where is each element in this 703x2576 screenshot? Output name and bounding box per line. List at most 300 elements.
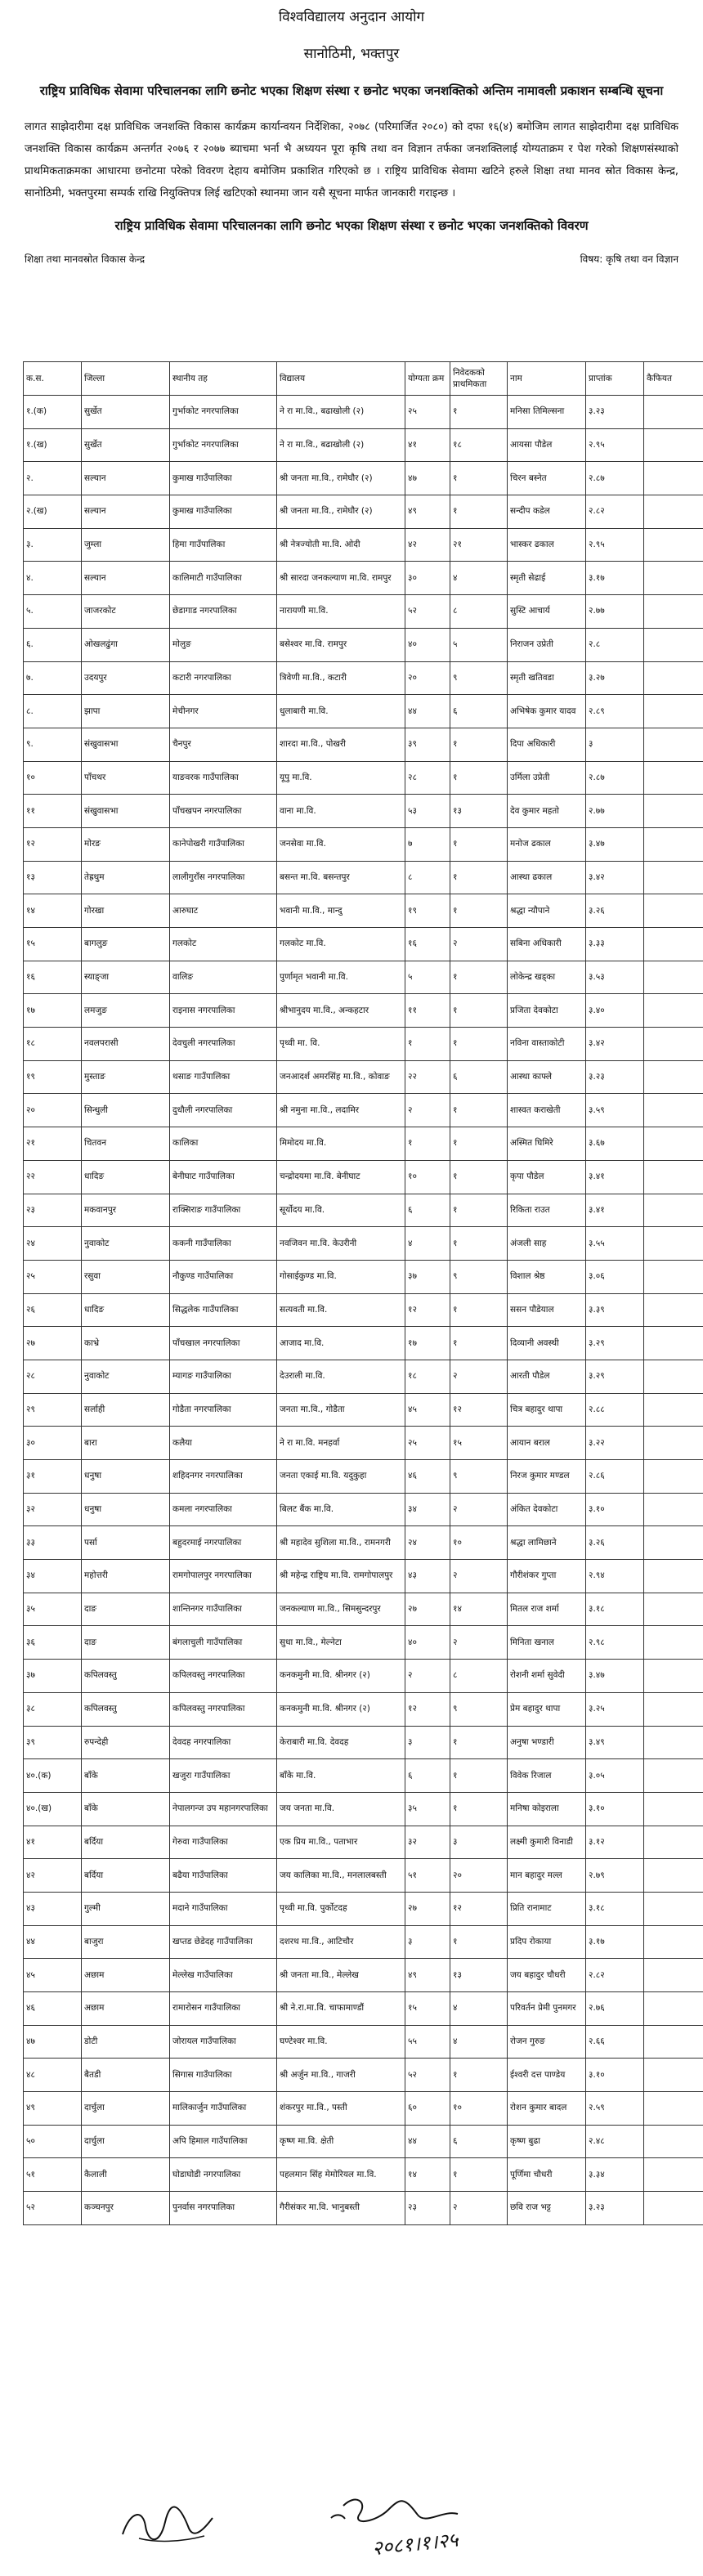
table-row (24, 661, 703, 695)
cell-school: श्री महादेव सुशिला मा.वि., रामनगरी (277, 1526, 405, 1560)
table-row (24, 1260, 703, 1293)
cell-name: प्रजिता देवकोटा (508, 994, 586, 1028)
cell-name: आरती पौडेल (508, 1360, 586, 1393)
cell-name: अनुषा भण्डारी (508, 1726, 586, 1759)
cell-score: २.८८ (586, 1393, 644, 1427)
cell-priority: १ (450, 1293, 508, 1327)
cell-score: ३.१२ (586, 1826, 644, 1859)
cell-remarks (644, 1127, 703, 1161)
cell-priority: ४ (450, 2025, 508, 2059)
table-row (24, 396, 703, 429)
cell-name: उर्मिला उप्रेती (508, 761, 586, 795)
cell-serial: २० (24, 1094, 82, 1127)
table-row (24, 1393, 703, 1427)
cell-priority: २१ (450, 528, 508, 562)
cell-priority: २ (450, 928, 508, 961)
cell-local-level: कुमाख गाउँपालिका (170, 462, 277, 495)
table-row (24, 2025, 703, 2059)
cell-merit-rank: ३९ (405, 728, 450, 761)
cell-local-level: गेरुवा गाउँपालिका (170, 1826, 277, 1859)
cell-local-level: अपि हिमाल गाउँपालिका (170, 2125, 277, 2158)
cell-serial: २८ (24, 1360, 82, 1393)
cell-score: ३.४० (586, 994, 644, 1028)
cell-district: काभ्रे (82, 1327, 170, 1360)
cell-merit-rank: ३ (405, 1726, 450, 1759)
cell-remarks (644, 2125, 703, 2158)
cell-merit-rank: ८ (405, 861, 450, 894)
cell-serial: २४ (24, 1227, 82, 1261)
cell-priority: १ (450, 827, 508, 861)
cell-local-level: कटारी नगरपालिका (170, 661, 277, 695)
cell-local-level: मेल्लेख गाउँपालिका (170, 1959, 277, 1992)
cell-remarks (644, 528, 703, 562)
table-row (24, 695, 703, 728)
cell-serial: ११ (24, 795, 82, 828)
cell-school: आजाद मा.वि. (277, 1327, 405, 1360)
cell-priority: १ (450, 1925, 508, 1959)
cell-remarks (644, 827, 703, 861)
cell-serial: ३. (24, 528, 82, 562)
cell-merit-rank: ६ (405, 1194, 450, 1227)
cell-priority: ९ (450, 1460, 508, 1494)
cell-serial: ५१ (24, 2158, 82, 2192)
organization-address: सानोठिमी, भक्तपुर (303, 46, 400, 62)
cell-merit-rank: २३ (405, 2192, 450, 2225)
cell-serial: ३४ (24, 1560, 82, 1593)
cell-merit-rank: ५२ (405, 595, 450, 629)
cell-score: ३.४७ (586, 827, 644, 861)
cell-name: रोजन गुरुङ (508, 2025, 586, 2059)
cell-school: पहलमान सिंह मेमोरियल मा.वि. (277, 2158, 405, 2192)
table-row (24, 1859, 703, 1893)
col-local-level: स्थानीय तह (170, 362, 277, 396)
cell-score: ३.४९ (586, 1726, 644, 1759)
cell-priority: १ (450, 761, 508, 795)
signature-left (114, 2502, 221, 2551)
cell-name: ससन पौडेयाल (508, 1293, 586, 1327)
cell-merit-rank: ५१ (405, 1859, 450, 1893)
cell-school: बाँके मा.वि. (277, 1759, 405, 1793)
cell-serial: ५० (24, 2125, 82, 2158)
cell-local-level: गलकोट (170, 928, 277, 961)
cell-score: ३.४१ (586, 1160, 644, 1194)
cell-district: नवलपरासी (82, 1028, 170, 1061)
cell-school: श्री नेत्रज्योती मा.वि. ओदी (277, 528, 405, 562)
notice-body: लागत साझेदारीमा दक्ष प्राविधिक जनशक्ति विकास कार्यक्रम कार्यान्वयन निर्देशिका, २०७८ (परिमार्जित २०८०) को दफा १६(४) बमोजिम लागत साझेदारीमा दक्ष प्राविधिक जनशक्ति विकास कार्यक्रम अन्तर्गत २०७६ र २०७७ ब्याचमा भर्ना भै अध्ययन पूरा कृषि तथा वन विज्ञान तर्फका जनशक्तिलाई योग्यताक्रम र पेश गरेको शिक्षणसंस्थाको प्राथमिकताक्रमका आधारमा छनोटमा परेको विवरण देहाय बमोजिम प्रकाशित गरिएको छ । राष्ट्रिय प्राविधिक सेवामा खटिने हरुले शिक्षा तथा मानव स्रोत विकास केन्द्र, सानोठिमी, भक्तपुरमा सम्पर्क राखि नियुक्तिपत्र लिई खटिएको स्थानमा जान यसै सूचना मार्फत जानकारी गराइन्छ । (25, 121, 678, 199)
cell-local-level: रामारोसन गाउँपालिका (170, 1992, 277, 2026)
cell-merit-rank: १५ (405, 1992, 450, 2026)
signature-date: २०८१।१।२५ (370, 2528, 459, 2560)
cell-merit-rank: ४५ (405, 1393, 450, 1427)
cell-merit-rank: ४० (405, 1626, 450, 1660)
cell-score: ३.१० (586, 1792, 644, 1826)
cell-school: मिमोदय मा.वि. (277, 1127, 405, 1161)
cell-merit-rank: १७ (405, 1327, 450, 1360)
cell-local-level: गोडैता नगरपालिका (170, 1393, 277, 1427)
cell-serial: २. (24, 462, 82, 495)
cell-remarks (644, 1959, 703, 1992)
cell-remarks (644, 1260, 703, 1293)
cell-local-level: मोलुङ (170, 628, 277, 661)
cell-name: भास्कर ढकाल (508, 528, 586, 562)
cell-priority: १ (450, 396, 508, 429)
cell-district: सिन्धुली (82, 1094, 170, 1127)
cell-priority: १० (450, 2092, 508, 2126)
cell-name: प्रेम बहादुर थापा (508, 1692, 586, 1726)
cell-serial: १५ (24, 928, 82, 961)
cell-district: सल्यान (82, 495, 170, 529)
cell-score: ३.२७ (586, 661, 644, 695)
cell-priority: १ (450, 861, 508, 894)
cell-school: पृथ्वी मा. वि. (277, 1028, 405, 1061)
cell-priority: ८ (450, 1660, 508, 1693)
cell-school: जनसेवा मा.वि. (277, 827, 405, 861)
cell-score: ३.२३ (586, 1060, 644, 1094)
table-row (24, 1460, 703, 1494)
cell-district: दार्चुला (82, 2125, 170, 2158)
cell-school: गैरीसंकर मा.वि. भानुबस्ती (277, 2192, 405, 2225)
cell-priority: १ (450, 1227, 508, 1261)
cell-local-level: कानेपोखरी गाउँपालिका (170, 827, 277, 861)
cell-score: २.८२ (586, 1959, 644, 1992)
cell-name: प्रदिप रोकाया (508, 1925, 586, 1959)
cell-remarks (644, 795, 703, 828)
cell-serial: ३७ (24, 1660, 82, 1693)
cell-district: रसुवा (82, 1260, 170, 1293)
cell-school: वाना मा.वि. (277, 795, 405, 828)
cell-name: विवेक रिजाल (508, 1759, 586, 1793)
cell-district: बाँके (82, 1759, 170, 1793)
cell-name: श्रद्धा न्यौपाने (508, 894, 586, 928)
cell-remarks (644, 2025, 703, 2059)
cell-district: उदयपुर (82, 661, 170, 695)
cell-merit-rank: १ (405, 1127, 450, 1161)
table-row (24, 761, 703, 795)
cell-serial: ३१ (24, 1460, 82, 1494)
cell-remarks (644, 562, 703, 595)
cell-district: संखुवासभा (82, 728, 170, 761)
cell-district: तेह्रथुम (82, 861, 170, 894)
cell-merit-rank: ७ (405, 827, 450, 861)
cell-merit-rank: ३५ (405, 1792, 450, 1826)
cell-remarks (644, 428, 703, 462)
table-row (24, 1792, 703, 1826)
cell-merit-rank: २४ (405, 1526, 450, 1560)
cell-district: कपिलवस्तु (82, 1660, 170, 1693)
table-row (24, 861, 703, 894)
cell-merit-rank: ५५ (405, 2025, 450, 2059)
col-serial: क.स. (24, 362, 82, 396)
table-row (24, 1560, 703, 1593)
cell-score: ३.२३ (586, 396, 644, 429)
cell-priority: ६ (450, 1060, 508, 1094)
table-row (24, 595, 703, 629)
cell-school: भवानी मा.वि., मान्दु (277, 894, 405, 928)
cell-school: श्री जनता मा.वि., रामेघौर (२) (277, 462, 405, 495)
cell-merit-rank: १९ (405, 894, 450, 928)
cell-priority: ९ (450, 1260, 508, 1293)
cell-score: २.४८ (586, 2125, 644, 2158)
cell-serial: ५२ (24, 2192, 82, 2225)
cell-local-level: शान्तिनगर गाउँपालिका (170, 1593, 277, 1626)
cell-priority: २ (450, 1360, 508, 1393)
cell-local-level: कुमाख गाउँपालिका (170, 495, 277, 529)
cell-district: लमजुङ (82, 994, 170, 1028)
cell-remarks (644, 761, 703, 795)
table-row (24, 894, 703, 928)
cell-remarks (644, 495, 703, 529)
cell-name: पूर्णिमा चौधरी (508, 2158, 586, 2192)
cell-merit-rank: ४ (405, 1227, 450, 1261)
cell-merit-rank: ४६ (405, 1460, 450, 1494)
cell-local-level: कमला नगरपालिका (170, 1493, 277, 1526)
cell-score: २.९५ (586, 428, 644, 462)
cell-priority: २० (450, 1859, 508, 1893)
cell-serial: १.(क) (24, 396, 82, 429)
cell-score: ३.५३ (586, 961, 644, 994)
cell-remarks (644, 628, 703, 661)
cell-district: पाँचथर (82, 761, 170, 795)
cell-local-level: पाँचखपन नगरपालिका (170, 795, 277, 828)
cell-merit-rank: ४७ (405, 462, 450, 495)
cell-merit-rank: २० (405, 661, 450, 695)
cell-local-level: छेडागाड नगरपालिका (170, 595, 277, 629)
cell-serial: १३ (24, 861, 82, 894)
cell-remarks (644, 1859, 703, 1893)
cell-remarks (644, 1094, 703, 1127)
cell-priority: १ (450, 1028, 508, 1061)
cell-merit-rank: ४९ (405, 1959, 450, 1992)
cell-local-level: कालिका (170, 1127, 277, 1161)
cell-remarks (644, 1593, 703, 1626)
cell-merit-rank: ५२ (405, 2059, 450, 2092)
cell-district: बाँके (82, 1792, 170, 1826)
cell-score: ३.१० (586, 1493, 644, 1526)
table-row (24, 2059, 703, 2092)
cell-local-level: बंगलाचुली गाउँपालिका (170, 1626, 277, 1660)
cell-school: जनता मा.वि., गोडैता (277, 1393, 405, 1427)
cell-serial: ४९ (24, 2092, 82, 2126)
cell-merit-rank: २ (405, 1094, 450, 1127)
cell-district: दाङ (82, 1626, 170, 1660)
cell-local-level: बेनीघाट गाउँपालिका (170, 1160, 277, 1194)
cell-remarks (644, 894, 703, 928)
cell-name: देव कुमार महतो (508, 795, 586, 828)
cell-district: बारा (82, 1427, 170, 1460)
cell-score: ३.४२ (586, 1028, 644, 1061)
cell-serial: १६ (24, 961, 82, 994)
cell-score: ३.२९ (586, 1327, 644, 1360)
cell-district: मोरङ (82, 827, 170, 861)
cell-serial: ३३ (24, 1526, 82, 1560)
col-applicant-priority: निवेदकको प्राथमिकता (450, 362, 508, 396)
cell-serial: ३६ (24, 1626, 82, 1660)
cell-remarks (644, 2158, 703, 2192)
cell-remarks (644, 861, 703, 894)
cell-name: लक्ष्मी कुमारी विनाडी (508, 1826, 586, 1859)
cell-merit-rank: १८ (405, 1360, 450, 1393)
col-score: प्राप्तांक (586, 362, 644, 396)
cell-merit-rank: ११ (405, 994, 450, 1028)
cell-school: शारदा मा.वि., पोखरी (277, 728, 405, 761)
table-row (24, 1892, 703, 1925)
cell-remarks (644, 1060, 703, 1094)
cell-local-level: बहुदरमाई नगरपालिका (170, 1526, 277, 1560)
cell-merit-rank: २२ (405, 1060, 450, 1094)
cell-priority: १ (450, 1759, 508, 1793)
cell-priority: १ (450, 495, 508, 529)
selection-table (23, 361, 703, 2225)
cell-district: बाजुरा (82, 1925, 170, 1959)
cell-serial: १४ (24, 894, 82, 928)
cell-score: २.९५ (586, 528, 644, 562)
cell-priority: १ (450, 1792, 508, 1826)
cell-school: कृष्ण मा.वि. क्षेती (277, 2125, 405, 2158)
cell-school: गोसाईकुण्ड मा.वि. (277, 1260, 405, 1293)
cell-priority: ३ (450, 1826, 508, 1859)
col-district: जिल्ला (82, 362, 170, 396)
cell-school: घण्टेश्वर मा.वि. (277, 2025, 405, 2059)
cell-remarks (644, 1826, 703, 1859)
cell-local-level: जोरायल गाउँपालिका (170, 2025, 277, 2059)
cell-serial: ३० (24, 1427, 82, 1460)
cell-name: निराजन उप्रेती (508, 628, 586, 661)
cell-remarks (644, 1759, 703, 1793)
cell-serial: ४३ (24, 1892, 82, 1925)
cell-district: महोत्तरी (82, 1560, 170, 1593)
cell-score: २.५९ (586, 2092, 644, 2126)
cell-local-level: गुर्भाकोट नगरपालिका (170, 428, 277, 462)
table-row (24, 827, 703, 861)
cell-serial: ७. (24, 661, 82, 695)
cell-district: झापा (82, 695, 170, 728)
cell-name: जय बहादुर चौधरी (508, 1959, 586, 1992)
cell-school: एक प्रिय मा.वि., पताभार (277, 1826, 405, 1859)
cell-remarks (644, 1792, 703, 1826)
cell-merit-rank: १६ (405, 928, 450, 961)
cell-name: चित्र बहादुर थापा (508, 1393, 586, 1427)
cell-serial: १८ (24, 1028, 82, 1061)
cell-name: दिपा अधिकारी (508, 728, 586, 761)
cell-priority: २ (450, 2192, 508, 2225)
cell-district: नुवाकोट (82, 1360, 170, 1393)
cell-serial: ८. (24, 695, 82, 728)
cell-local-level: राइनास नगरपालिका (170, 994, 277, 1028)
cell-score: २.९८ (586, 1626, 644, 1660)
cell-merit-rank: ४१ (405, 428, 450, 462)
cell-score: ३.१८ (586, 1892, 644, 1925)
page-header (0, 7, 703, 101)
cell-remarks (644, 2059, 703, 2092)
cell-district: स्याङ्जा (82, 961, 170, 994)
cell-local-level: ककनी गाउँपालिका (170, 1227, 277, 1261)
cell-serial: २७ (24, 1327, 82, 1360)
cell-merit-rank: ३४ (405, 1493, 450, 1526)
cell-remarks (644, 1992, 703, 2026)
cell-remarks (644, 1293, 703, 1327)
notice-title: राष्ट्रिय प्राविधिक सेवामा परिचालनका लागि छनोट भएका शिक्षण संस्था र छनोट भएका जनशक्तिको अन्तिम नामावली प्रकाशन सम्बन्धि सूचना (39, 83, 664, 98)
cell-local-level: खजुरा गाउँपालिका (170, 1759, 277, 1793)
cell-remarks (644, 1227, 703, 1261)
cell-school: सुधा मा.वि., मेल्नेटा (277, 1626, 405, 1660)
cell-school: श्री नमुना मा.वि., लदामिर (277, 1094, 405, 1127)
cell-serial: ४०.(क) (24, 1759, 82, 1793)
table-row (24, 562, 703, 595)
cell-district: धनुषा (82, 1493, 170, 1526)
cell-name: रोशनी शर्मा सुवेदी (508, 1660, 586, 1693)
cell-district: सुर्खेत (82, 428, 170, 462)
table-title: राष्ट्रिय प्राविधिक सेवामा परिचालनका लागि छनोट भएका शिक्षण संस्था र छनोट भएका जनशक्तिको विवरण (114, 218, 589, 233)
cell-local-level: आरुघाट (170, 894, 277, 928)
cell-local-level: वालिङ (170, 961, 277, 994)
cell-remarks (644, 1660, 703, 1693)
cell-name: मिनिता खनाल (508, 1626, 586, 1660)
cell-name: अभिषेक कुमार यादव (508, 695, 586, 728)
cell-serial: ५. (24, 595, 82, 629)
cell-priority: ६ (450, 695, 508, 728)
cell-school: जनता एकाई मा.वि. यदुकुहा (277, 1460, 405, 1494)
cell-priority: ९ (450, 1692, 508, 1726)
cell-priority: २ (450, 1560, 508, 1593)
table-row (24, 1127, 703, 1161)
cell-score: २.७७ (586, 795, 644, 828)
table-row (24, 2158, 703, 2192)
cell-school: जय कालिका मा.वि., मनलालबस्ती (277, 1859, 405, 1893)
cell-merit-rank: ४० (405, 628, 450, 661)
table-row (24, 1992, 703, 2026)
cell-remarks (644, 1560, 703, 1593)
table-row (24, 1959, 703, 1992)
cell-merit-rank: ५३ (405, 795, 450, 828)
cell-score: ३.२५ (586, 1692, 644, 1726)
cell-score: ३.१० (586, 2059, 644, 2092)
cell-name: गौरीशंकर गुप्ता (508, 1560, 586, 1593)
col-merit-rank: योग्यता क्रम (405, 362, 450, 396)
cell-priority: ५ (450, 628, 508, 661)
cell-school: जनआदर्श अमरसिंह मा.वि., कोवाङ (277, 1060, 405, 1094)
cell-name: मनिषा कोइराला (508, 1792, 586, 1826)
cell-district: सल्यान (82, 562, 170, 595)
cell-score: ३.४१ (586, 1194, 644, 1227)
cell-priority: १ (450, 894, 508, 928)
cell-local-level: कालिमाटी गाउँपालिका (170, 562, 277, 595)
cell-priority: १ (450, 961, 508, 994)
cell-local-level: थसाङ गाउँपालिका (170, 1060, 277, 1094)
cell-merit-rank: ५ (405, 961, 450, 994)
cell-serial: ९. (24, 728, 82, 761)
cell-score: २.७७ (586, 595, 644, 629)
cell-local-level: पुनर्वास नगरपालिका (170, 2192, 277, 2225)
cell-merit-rank: २५ (405, 1427, 450, 1460)
table-row (24, 1526, 703, 1560)
table-row (24, 1327, 703, 1360)
cell-local-level: घोडाघोडी नगरपालिका (170, 2158, 277, 2192)
cell-priority: १४ (450, 1593, 508, 1626)
cell-local-level: खप्तड छेडेदह गाउँपालिका (170, 1925, 277, 1959)
subject-label: विषय: कृषि तथा वन विज्ञान (580, 253, 678, 265)
cell-score: २.७६ (586, 1992, 644, 2026)
cell-district: पर्सा (82, 1526, 170, 1560)
cell-local-level: हिमा गाउँपालिका (170, 528, 277, 562)
cell-priority: १ (450, 1726, 508, 1759)
cell-remarks (644, 2092, 703, 2126)
cell-merit-rank: २७ (405, 1593, 450, 1626)
cell-priority: ४ (450, 1992, 508, 2026)
cell-score: ३.३९ (586, 1293, 644, 1327)
cell-name: आस्था ढकाल (508, 861, 586, 894)
cell-remarks (644, 1493, 703, 1526)
table-row (24, 1925, 703, 1959)
